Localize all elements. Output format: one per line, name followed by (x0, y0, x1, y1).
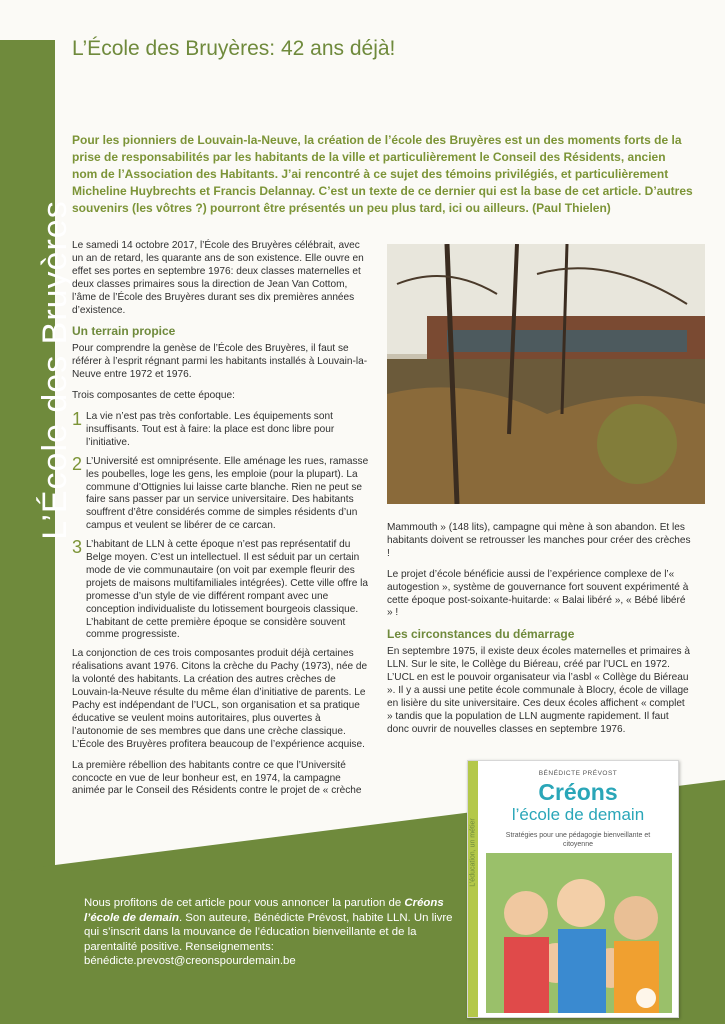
subheading: Un terrain propice (72, 324, 176, 339)
paragraph: Pour comprendre la genèse de l’École des Bruyères, il faut se référer à l’esprit régnant parmi les habitants installés à Louvain-la-Neuve entre 1972 et 1976. (72, 343, 368, 381)
book-author: BÉNÉDICTE PRÉVOST (538, 770, 618, 777)
promo-text-end: . Son auteure, Bénédicte Prévost, habite LLN. Un livre qui s’inscrit dans la mouvance de l’éducation bienveillante et de la parentalité positive. Renseignements: bénédicte.prevost@creonspourdemain.be (84, 911, 453, 968)
book-title-line2: l’école de demain (511, 805, 645, 824)
article-title: L’École des Bruyères: 42 ans déjà! (72, 37, 396, 60)
right-column (387, 522, 692, 745)
item-number: 2 (72, 453, 83, 474)
item-text: L’Université est omniprésente. Elle aménage les rues, ramasse les poubelles, loge les gens, les emploie (pour la plupart). La commune d’Ottignies lui laisse carte blanche. Rien ne peut se faire sans passer par un service universitaire. Des habitants souffrent d’être considérés comme de simples résidents d’un campus et veulent se libérer de ce carcan. (86, 455, 369, 532)
book-subtitle: Stratégies pour une pédagogie bienveillante et citoyenne (505, 832, 651, 848)
paragraph: La première rébellion des habitants contre ce que l’Université concocte en vue de leur bonheur est, en 1974, la campagne animée par le Conseil des Résidents contre le projet de « crèche (72, 759, 362, 797)
left-column (72, 240, 372, 806)
paragraph: Mammouth » (148 lits), campagne qui mène à son abandon. Et les habitants doivent se retrousser les manches pour créer des crèches ! (387, 522, 691, 559)
article-intro: Pour les pionniers de Louvain-la-Neuve, la création de l’école des Bruyères est un des moments forts de la prise de responsabilités par les habitants de la ville et particulièrement le Conseil des Résidents, ancien nom de l’Association des Habitants. J’ai rencontré à ce sujet des témoins privilégiés, et particulièrement Micheline Huybrechts et Francis Delannay. C’est un texte de ce dernier qui est la base de cet article. D’autres souvenirs (les vôtres ?) pourront être présentés un peu plus tard, ici ou ailleurs. (Paul Thielen) (72, 133, 693, 215)
subheading: Les circonstances du démarrage (387, 627, 575, 642)
list-item (72, 453, 372, 533)
school-photo (387, 244, 705, 504)
list-item (72, 539, 372, 642)
paragraph: Le projet d’école bénéficie aussi de l’expérience complexe de l’« autogestion », système de gouvernance fort souvent expérimenté à cette époque post-soixante-huitarde: « Balai libéré », « Bébé libéré » ! (387, 568, 689, 619)
item-text: La vie n’est pas très confortable. Les équipements sont insuffisants. Tout est à faire: la place est donc libre pour l’initiative. (86, 410, 335, 448)
paragraph: Le samedi 14 octobre 2017, l’École des Bruyères célébrait, avec un an de retard, les quarante ans de son existence. Elle ouvre en effet ses portes en septembre 1976: deux classes maternelles et deux classes primaires sous la direction de Jean Van Cottom, l’âme de l’École des Bruyères durant ses dix premières années d’existence. (72, 240, 364, 316)
children-photo (486, 853, 672, 1013)
list-item (72, 408, 372, 450)
paragraph: En septembre 1975, il existe deux écoles maternelles et primaires à LLN. Sur le site, le Collège du Biéreau, créé par l’UCL en 1972. L’UCL en est le pouvoir organisateur via l’asbl « Collège du Biéreau ». Il y a aussi une petite école communale à Blocry, école de village en lisière du site universitaire. Ces deux écoles affichent « complet » tandis que la population de LLN augmente rapidement. Il faut donc ouvrir de nouvelles classes en septembre 1976. (387, 646, 690, 735)
promo-book-title: Créons l’école de demain (84, 897, 444, 924)
book-cover (467, 760, 679, 1018)
item-number: 3 (72, 537, 83, 558)
promo-text-start: Nous profitons de cet article pour vous annoncer la parution de (84, 897, 405, 909)
book-series: L’éducation, un métier (469, 818, 477, 887)
paragraph: La conjonction de ces trois composantes produit déjà certaines réalisations avant 1976. Citons la crèche du Pachy (1973), née de la volonté des habitants. La création des autres crèches de Louvain-la-Neuve résulte du même élan d’initiative de parents. Le Pachy est indépendant de l’UCL, son organisation et sa pratique éducative se veulent moins autoritaires, plus ouvertes à l’autonomie de ses membres que dans une crèche classique. L’École des Bruyères profitera beaucoup de l’expérience acquise. (72, 648, 368, 750)
book-announcement (84, 896, 456, 969)
book-title-line1: Créons (538, 779, 618, 805)
paragraph: Trois composantes de cette époque: (72, 390, 235, 402)
item-number: 1 (72, 408, 83, 429)
item-text: L’habitant de LLN à cette époque n’est pas représentatif du Belge moyen. C’est un intellectuel. Il est séduit par un certain mode de vie communautaire (on voit par exemple fleurir des projets de maisons multifamiliales intégrées). Cette ville offre la promesse d’un style de vie différent rompant avec une conception individualiste du lotissement bourgeois classique. L’habitant de cette première époque se considère souvent comme progressiste. (86, 539, 368, 641)
section-title: L’École des Bruyères (36, 200, 74, 540)
